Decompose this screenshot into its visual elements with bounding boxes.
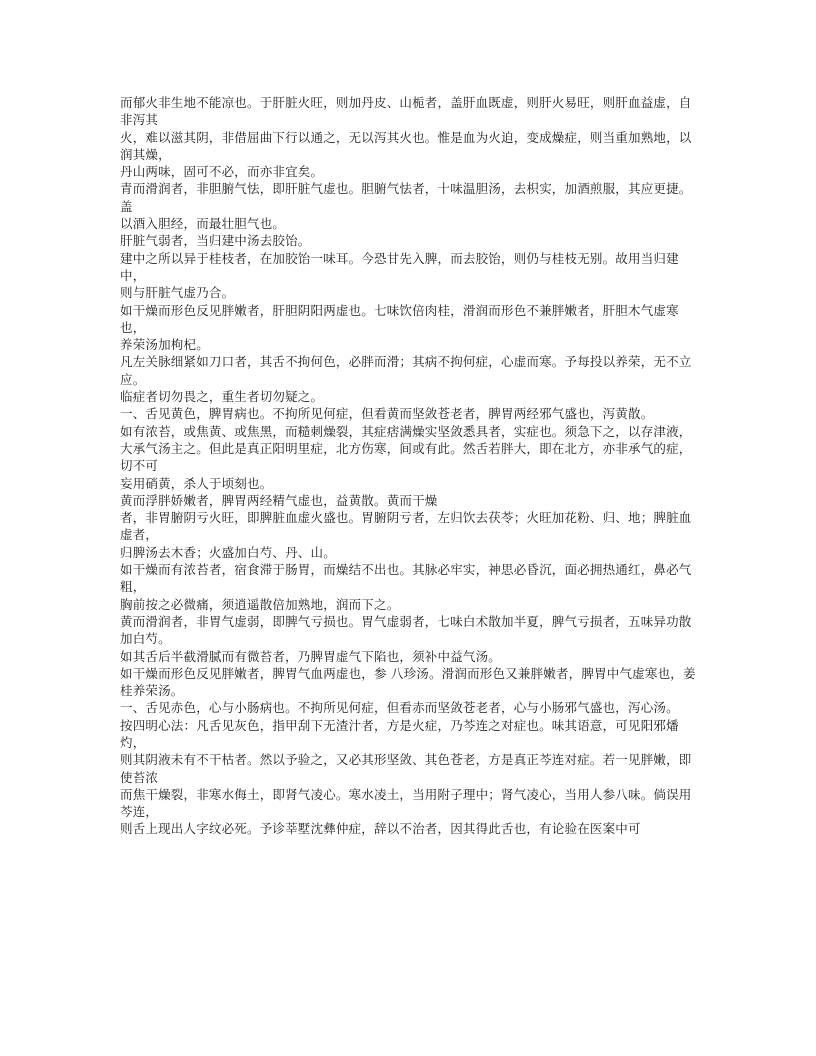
text-line: 归脾汤去木香；火盛加白芍、丹、山。 <box>120 544 336 560</box>
text-line: 而郁火非生地不能凉也。于肝脏火旺，则加丹皮、山栀者，盖肝血既虚，则肝火易旺，则肝血益虚，自非泻其 <box>120 95 692 128</box>
text-line: 如干燥而形色反见胖嫩者，脾胃气血两虚也，参 八珍汤。滑润而形色又兼胖嫩者，脾胃中气虚寒也，姜 <box>120 665 696 681</box>
text-line: 则与肝脏气虚乃合。 <box>120 285 235 301</box>
text-line: 如有浓苔，或焦黄、或焦黑，而糙刺燥裂，其症痞满燥实坚敛悉具者，实症也。须急下之，以存津液， <box>120 423 692 439</box>
text-line: 以酒入胆经，而最壮胆气也。 <box>120 216 286 232</box>
text-line: 桂养荣汤。 <box>120 683 184 699</box>
text-line: 黄而滑润者，非胃气虚弱，即脾气亏损也。胃气虚弱者，七味白术散加半夏，脾气亏损者，五味异功散 <box>120 613 692 629</box>
text-line: 妄用硝黄，杀人于顷刻也。 <box>120 475 273 491</box>
text-line: 肝脏气弱者，当归建中汤去胶饴。 <box>120 233 311 249</box>
text-line: 者，非胃腑阴亏火旺，即脾脏血虚火盛也。胃腑阴亏者，左归饮去茯苓；火旺加花粉、归、地；脾脏血虚者， <box>120 510 692 543</box>
text-line: 胸前按之必微痛，须逍遥散倍加熟地，润而下之。 <box>120 596 400 612</box>
text-line: 大承气汤主之。但此是真正阳明里症，北方伤寒，间或有此。然舌若胖大，即在北方，亦非承气的症，切不可 <box>120 440 692 474</box>
text-line: 火，难以滋其阴，非借屈曲下行以通之，无以泻其火也。惟是血为火迫，变成燥症，则当重加熟地，以润其燥， <box>120 129 692 162</box>
text-line: 建中之所以异于桂枝者，在加胶饴一味耳。今恐甘先入脾，而去胶饴，则仍与桂枝无别。故用当归建中， <box>120 250 679 283</box>
document-page <box>120 94 698 838</box>
text-line: 黄而浮胖娇嫩者，脾胃两经精气虚也，益黄散。黄而干燥 <box>120 492 438 508</box>
text-line: 临症者切勿畏之，重生者切勿疑之。 <box>120 389 324 405</box>
text-line: 养荣汤加枸杞。 <box>120 337 209 353</box>
text-line: 如干燥而形色反见胖嫩者，肝胆阴阳两虚也。七味饮倍肉桂，滑润而形色不兼胖嫩者，肝胆木气虚寒也， <box>120 302 679 335</box>
text-line: 则其阴液未有不干枯者。然以予验之，又必其形坚敛、其色苍老，方是真正芩连对症。若一见胖嫩，即使苔浓 <box>120 752 692 785</box>
text-line: 而焦干燥裂，非寒水侮土，即肾气凌心。寒水凌土，当用附子理中；肾气凌心，当用人参八味。倘误用芩连， <box>120 786 692 820</box>
text-line: 凡左关脉细紧如刀口者，其舌不拘何色，必胖而滑；其病不拘何症，心虚而寒。予每投以养荣，无不立应。 <box>120 354 692 387</box>
text-line: 加白芍。 <box>120 631 171 647</box>
text-line: 则舌上现出人字纹必死。予诊莘墅沈彝仲症，辞以不治者，因其得此舌也，有论验在医案中可 <box>120 821 641 837</box>
text-line: 一、舌见赤色，心与小肠病也。不拘所见何症，但看赤而坚敛苍老者，心与小肠邪气盛也，泻心汤。 <box>120 700 679 716</box>
text-line: 一、舌见黄色，脾胃病也。不拘所见何症，但看黄而坚敛苍老者，脾胃两经邪气盛也，泻黄散。 <box>120 406 654 422</box>
text-line: 如其舌后半截滑腻而有微苔者，乃脾胃虚气下陷也，须补中益气汤。 <box>120 648 502 664</box>
text-line: 青而滑润者，非胆腑气怯，即肝脏气虚也。胆腑气怯者，十味温胆汤，去枳实，加酒煎服，其应更捷。盖 <box>120 181 692 214</box>
text-line: 按四明心法：凡舌见灰色，指甲刮下无渣汁者，方是火症，乃芩连之对症也。味其语意，可见阳邪燔灼， <box>120 717 679 750</box>
text-line: 丹山两味，固可不必，而亦非宜矣。 <box>120 164 324 180</box>
text-line: 如干燥而有浓苔者，宿食滞于肠胃，而燥结不出也。其脉必牢实，神思必昏沉，面必拥热通红，鼻必气粗， <box>120 562 692 595</box>
